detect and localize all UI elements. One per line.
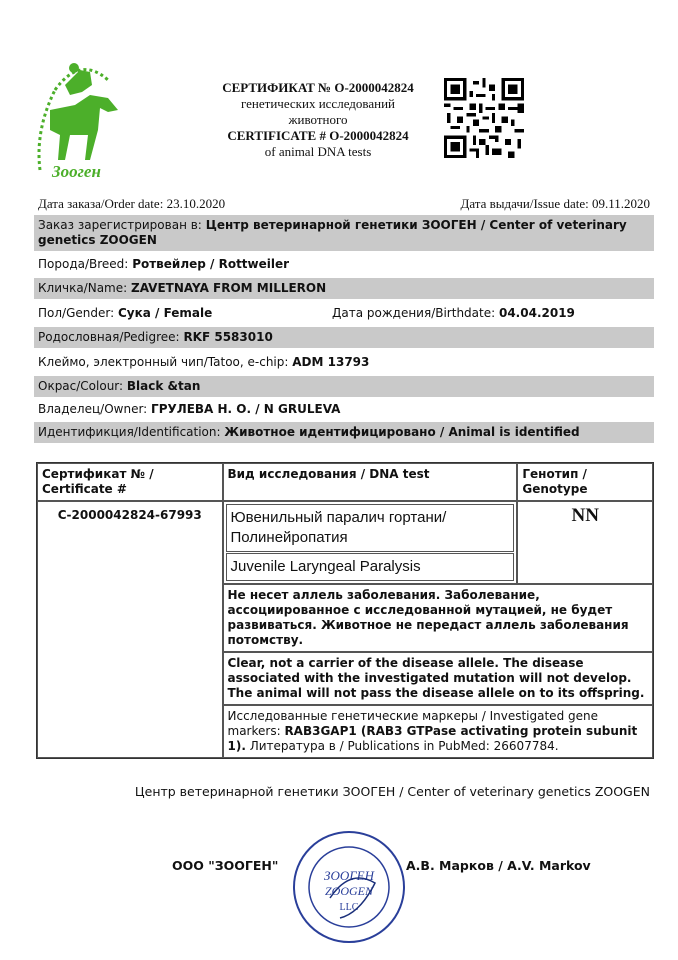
qr-code-icon (444, 78, 524, 158)
name-label: Кличка/Name: (38, 281, 128, 295)
cert-subtitle-en: of animal DNA tests (264, 144, 372, 159)
pedigree-label: Родословная/Pedigree: (38, 330, 180, 344)
gender-row (34, 303, 654, 324)
owner-value: ГРУЛЕВА Н. О. / N GRULEVA (151, 402, 341, 416)
gender-label: Пол/Gender: (38, 306, 115, 320)
identification-row (34, 422, 654, 443)
svg-text:ZOOGEN: ZOOGEN (324, 884, 374, 898)
result-ru-cell: Не несет аллель заболевания. Заболевание, ассоциированное с исследованной мутацией, не будет развиваться. Животное не передаст аллель заболевания потомству. (223, 584, 654, 652)
breed-label: Порода/Breed: (38, 257, 129, 271)
birthdate-value: 04.04.2019 (498, 306, 575, 320)
chip-value: ADM 13793 (292, 355, 370, 369)
owner-label: Владелец/Owner: (38, 402, 148, 416)
identification-label: Идентификция/Identification: (38, 425, 221, 439)
table-row (37, 501, 653, 584)
registered-row (34, 215, 654, 251)
chip-label: Клеймо, электронный чип/Tatoo, e-chip: (38, 355, 289, 369)
col-genotype-header: Генотип / Genotype (517, 463, 653, 501)
identification-value: Животное идентифицировано / Animal is identified (224, 425, 580, 439)
markers-value: RAB3GAP1 (RAB3 GTPase activating protein subunit 1). (227, 724, 638, 753)
dna-test-table (36, 462, 654, 759)
pedigree-value: RKF 5583010 (183, 330, 273, 344)
colour-row (34, 376, 654, 397)
registered-value: Центр ветеринарной генетики ЗООГЕН / Center of veterinary genetics ZOOGEN (38, 218, 627, 247)
breed-row (34, 254, 654, 275)
pedigree-row (34, 327, 654, 348)
signer-name: А.В. Марков / A.V. Markov (406, 858, 591, 873)
test-name-en: Juvenile Laryngeal Paralysis (226, 553, 515, 581)
colour-label: Окрас/Colour: (38, 379, 124, 393)
cert-title-ru: СЕРТИФИКАТ № О-2000042824 (222, 80, 414, 95)
result-en-cell: Clear, not a carrier of the disease allele. The disease associated with the investigated mutation will not develop. The animal will not pass the disease allele on to its offspring. (223, 652, 654, 705)
cert-number-cell: С-2000042824-67993 (37, 501, 223, 758)
col-test-header: Вид исследования / DNA test (223, 463, 518, 501)
chip-row (34, 352, 654, 373)
colour-value: Black &tan (126, 379, 201, 393)
cert-subtitle-ru-1: генетических исследований (240, 96, 396, 111)
logo-text: Зооген (52, 162, 101, 181)
cert-subtitle-ru-2: животного (288, 112, 348, 127)
registered-label: Заказ зарегистрирован в: (38, 218, 202, 232)
dates-row (34, 193, 654, 214)
genotype-cell: NN (517, 501, 653, 584)
order-date-value: 23.10.2020 (166, 196, 226, 211)
markers-cell (223, 705, 654, 758)
footer-center-name: Центр ветеринарной генетики ЗООГЕН / Center of veterinary genetics ZOOGEN (134, 784, 650, 799)
breed-value: Ротвейлер / Rottweiler (132, 257, 290, 271)
company-name: ООО "ЗООГЕН" (172, 858, 279, 873)
certificate-header (180, 80, 456, 160)
gender-value: Сука / Female (117, 306, 213, 320)
issue-date-label: Дата выдачи/Issue date: (460, 196, 589, 211)
company-stamp (290, 828, 408, 946)
cert-title-en: CERTIFICATE # O-2000042824 (227, 128, 409, 143)
issue-date-value: 09.11.2020 (591, 196, 650, 211)
svg-text:LLC: LLC (339, 902, 359, 913)
table-header-row (37, 463, 653, 501)
test-name-ru: Ювенильный паралич гортани/Полинейропатия (226, 504, 515, 552)
col-certificate-header: Сертификат № / Certificate # (37, 463, 223, 501)
markers-label: Исследованные генетические маркеры / Investigated gene markers: (227, 709, 598, 738)
name-row (34, 278, 654, 299)
test-name-cell (223, 501, 518, 584)
publications-label: Литература в / Publications in PubMed: 26607784. (249, 739, 559, 753)
name-value: ZAVETNAYA FROM MILLERON (131, 281, 327, 295)
order-date-label: Дата заказа/Order date: (38, 196, 164, 211)
owner-row (34, 399, 654, 420)
birthdate-label: Дата рождения/Birthdate: (332, 306, 496, 320)
svg-text:ЗООГЕН: ЗООГЕН (324, 868, 374, 883)
